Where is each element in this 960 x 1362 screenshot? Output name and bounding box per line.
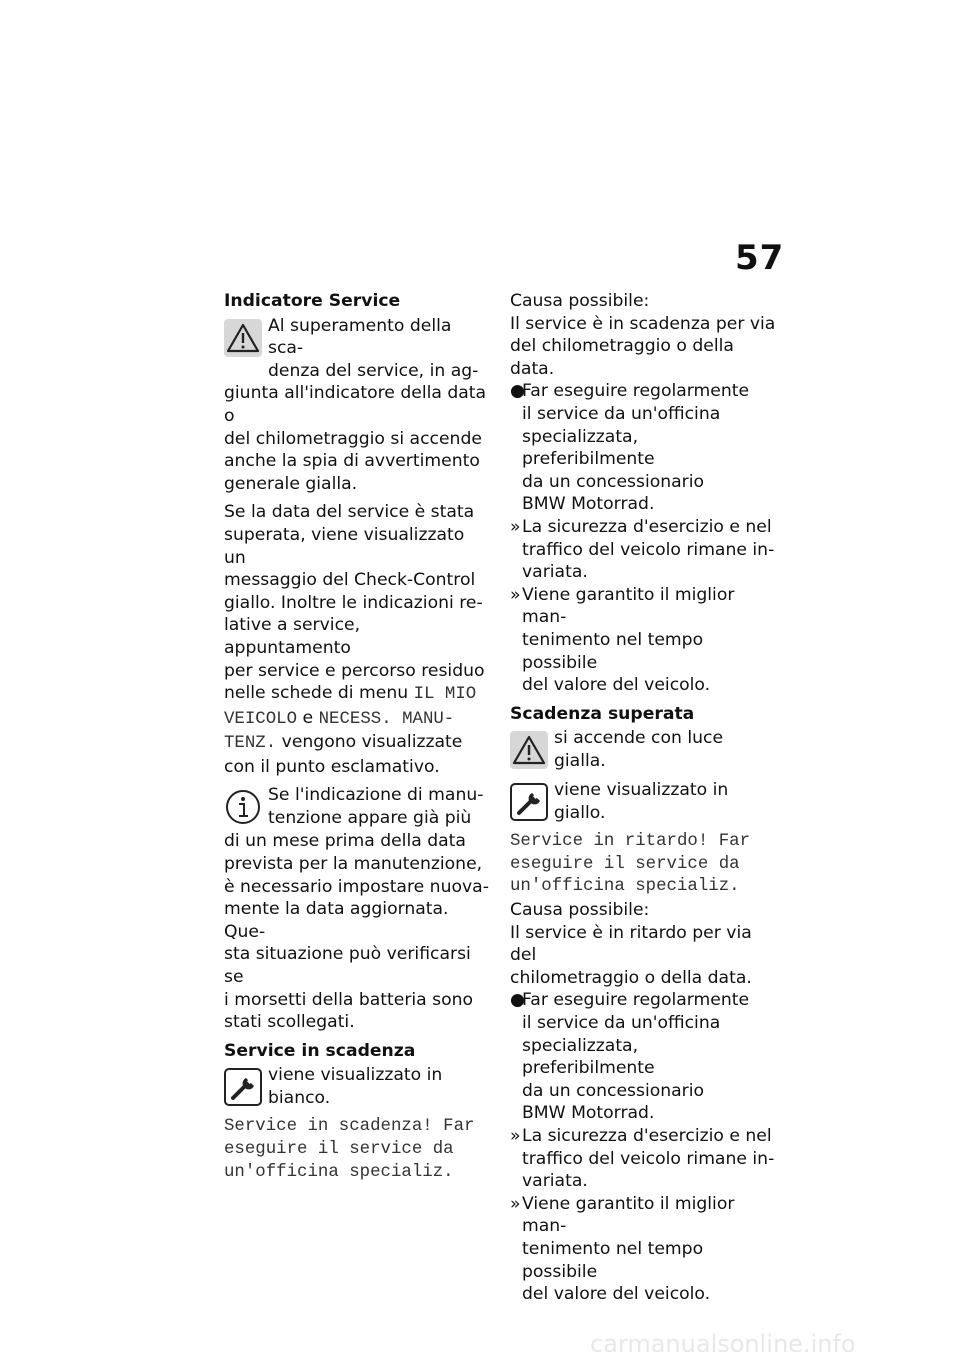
text-line: di un mese prima della data xyxy=(224,831,466,852)
result-bullet xyxy=(510,1125,776,1193)
wrench-note xyxy=(510,779,776,825)
warning-line: si accende con luce gialla. xyxy=(554,728,724,771)
result-bullet xyxy=(510,1193,776,1306)
text-line: traffico del veicolo rimane in- xyxy=(522,539,775,560)
wrench-line: bianco. xyxy=(268,1088,331,1108)
text-line: il service da un'officina xyxy=(522,1013,721,1034)
display-message: eseguire il service da xyxy=(510,854,740,874)
text-line: Il service è in scadenza per via xyxy=(510,313,776,334)
display-message: Service in ritardo! Far xyxy=(510,832,751,852)
cause-label: Causa possibile: xyxy=(510,900,650,921)
text-line: anche la spia di avvertimento xyxy=(224,451,480,472)
heading-scadenza-superata: Scadenza superata xyxy=(510,703,695,724)
wrench-line: viene visualizzato in xyxy=(268,1065,443,1086)
display-message: un'officina specializ. xyxy=(510,877,740,897)
warning-line: Al superamento della sca- xyxy=(268,315,452,359)
warning-triangle-icon xyxy=(224,319,262,357)
text-line: del chilometraggio si accende xyxy=(224,428,482,449)
wrench-icon xyxy=(510,783,548,821)
cause-label: Causa possibile: xyxy=(510,291,650,311)
text-line: stati scollegati. xyxy=(224,1012,355,1033)
text-line xyxy=(224,682,490,707)
text-line: messaggio del Check-Control xyxy=(224,570,476,591)
text-line: è necessario impostare nuova- xyxy=(224,876,489,897)
action-bullet xyxy=(510,989,776,1125)
menu-name: NECESS. MANU- xyxy=(318,709,455,729)
warning-note xyxy=(510,727,776,773)
menu-name: TENZ. xyxy=(224,734,277,754)
warning-triangle-icon xyxy=(510,731,548,769)
warning-line: denza del service, in ag- xyxy=(268,360,479,381)
text-line: da un concessionario xyxy=(522,1080,705,1101)
display-message: eseguire il service da xyxy=(224,1140,454,1159)
text-line: BMW Motorrad. xyxy=(522,1103,655,1124)
heading-service-in-scadenza: Service in scadenza xyxy=(224,1040,416,1061)
text-line: Far eseguire regolarmente xyxy=(522,990,750,1011)
text-line: Viene garantito il miglior man- xyxy=(522,1193,735,1237)
text-line: giunta all'indicatore della data o xyxy=(224,383,487,426)
watermark: carmanualsonline.info xyxy=(590,1330,856,1358)
action-bullet xyxy=(510,380,776,516)
result-bullet xyxy=(510,516,776,584)
display-message: un'officina specializ. xyxy=(224,1162,454,1182)
result-mark: » xyxy=(510,1126,521,1146)
text-line: sta situazione può verificarsi se xyxy=(224,944,471,988)
text-line: da un concessionario xyxy=(522,471,705,492)
text-line: con il punto esclamativo. xyxy=(224,756,440,777)
text-line: giallo. Inoltre le indicazioni re- xyxy=(224,592,483,613)
right-column xyxy=(510,290,776,1306)
text-line: Il service è in ritardo per via del xyxy=(510,922,752,966)
bullet-mark: ● xyxy=(510,381,525,402)
text-line: del valore del veicolo. xyxy=(522,675,711,696)
text-line xyxy=(224,707,490,732)
text-line: lative a service, appuntamento xyxy=(224,615,361,658)
result-mark: » xyxy=(510,516,521,537)
text-line: del valore del veicolo. xyxy=(522,1284,711,1305)
text-span: nelle schede di menu xyxy=(224,683,414,704)
wrench-icon xyxy=(224,1068,262,1106)
text-line: superata, viene visualizzato un xyxy=(224,524,465,568)
result-bullet xyxy=(510,584,776,697)
left-column xyxy=(224,290,490,1184)
text-line: per service e percorso residuo xyxy=(224,660,485,681)
info-line: tenzione appare già più xyxy=(268,808,472,829)
text-line xyxy=(224,731,490,756)
text-span: e xyxy=(297,707,319,728)
text-line: BMW Motorrad. xyxy=(522,494,655,515)
text-line: Far eseguire regolarmente xyxy=(522,381,750,402)
bullet-mark: ● xyxy=(510,990,525,1011)
text-line: Se la data del service è stata xyxy=(224,502,475,523)
text-line: tenimento nel tempo possibile xyxy=(522,1238,704,1282)
text-line: mente la data aggiornata. Que- xyxy=(224,899,449,942)
page-number: 57 xyxy=(735,238,785,278)
menu-name: VEICOLO xyxy=(224,709,298,729)
text-line: specializzata, preferibilmente xyxy=(522,1035,655,1079)
info-note xyxy=(224,784,490,830)
text-line: Viene garantito il miglior man- xyxy=(522,584,735,628)
text-line: tenimento nel tempo possibile xyxy=(522,629,704,673)
text-line: prevista per la manutenzione, xyxy=(224,854,483,875)
text-line: i morsetti della batteria sono xyxy=(224,989,474,1010)
result-mark: » xyxy=(510,1193,521,1214)
text-line: variata. xyxy=(522,562,588,583)
warning-note xyxy=(224,315,490,383)
text-line: La sicurezza d'esercizio e nel xyxy=(522,516,772,537)
wrench-note xyxy=(224,1064,490,1110)
menu-name: IL MIO xyxy=(413,685,477,705)
result-mark: » xyxy=(510,584,521,605)
heading-indicatore-service: Indicatore Service xyxy=(224,291,401,311)
text-line: del chilometraggio o della data. xyxy=(510,336,734,379)
text-span: vengono visualizzate xyxy=(276,732,463,753)
text-line: variata. xyxy=(522,1171,588,1192)
wrench-line: viene visualizzato in giallo. xyxy=(554,780,729,823)
text-line: La sicurezza d'esercizio e nel xyxy=(522,1126,772,1146)
text-line: traffico del veicolo rimane in- xyxy=(522,1148,775,1169)
display-message: Service in scadenza! Far xyxy=(224,1117,475,1137)
text-line: specializzata, preferibilmente xyxy=(522,426,655,470)
info-line: Se l'indicazione di manu- xyxy=(268,785,484,806)
text-line: chilometraggio o della data. xyxy=(510,967,752,988)
info-icon xyxy=(224,788,262,826)
text-line: il service da un'officina xyxy=(522,403,721,424)
text-line: generale gialla. xyxy=(224,473,358,494)
